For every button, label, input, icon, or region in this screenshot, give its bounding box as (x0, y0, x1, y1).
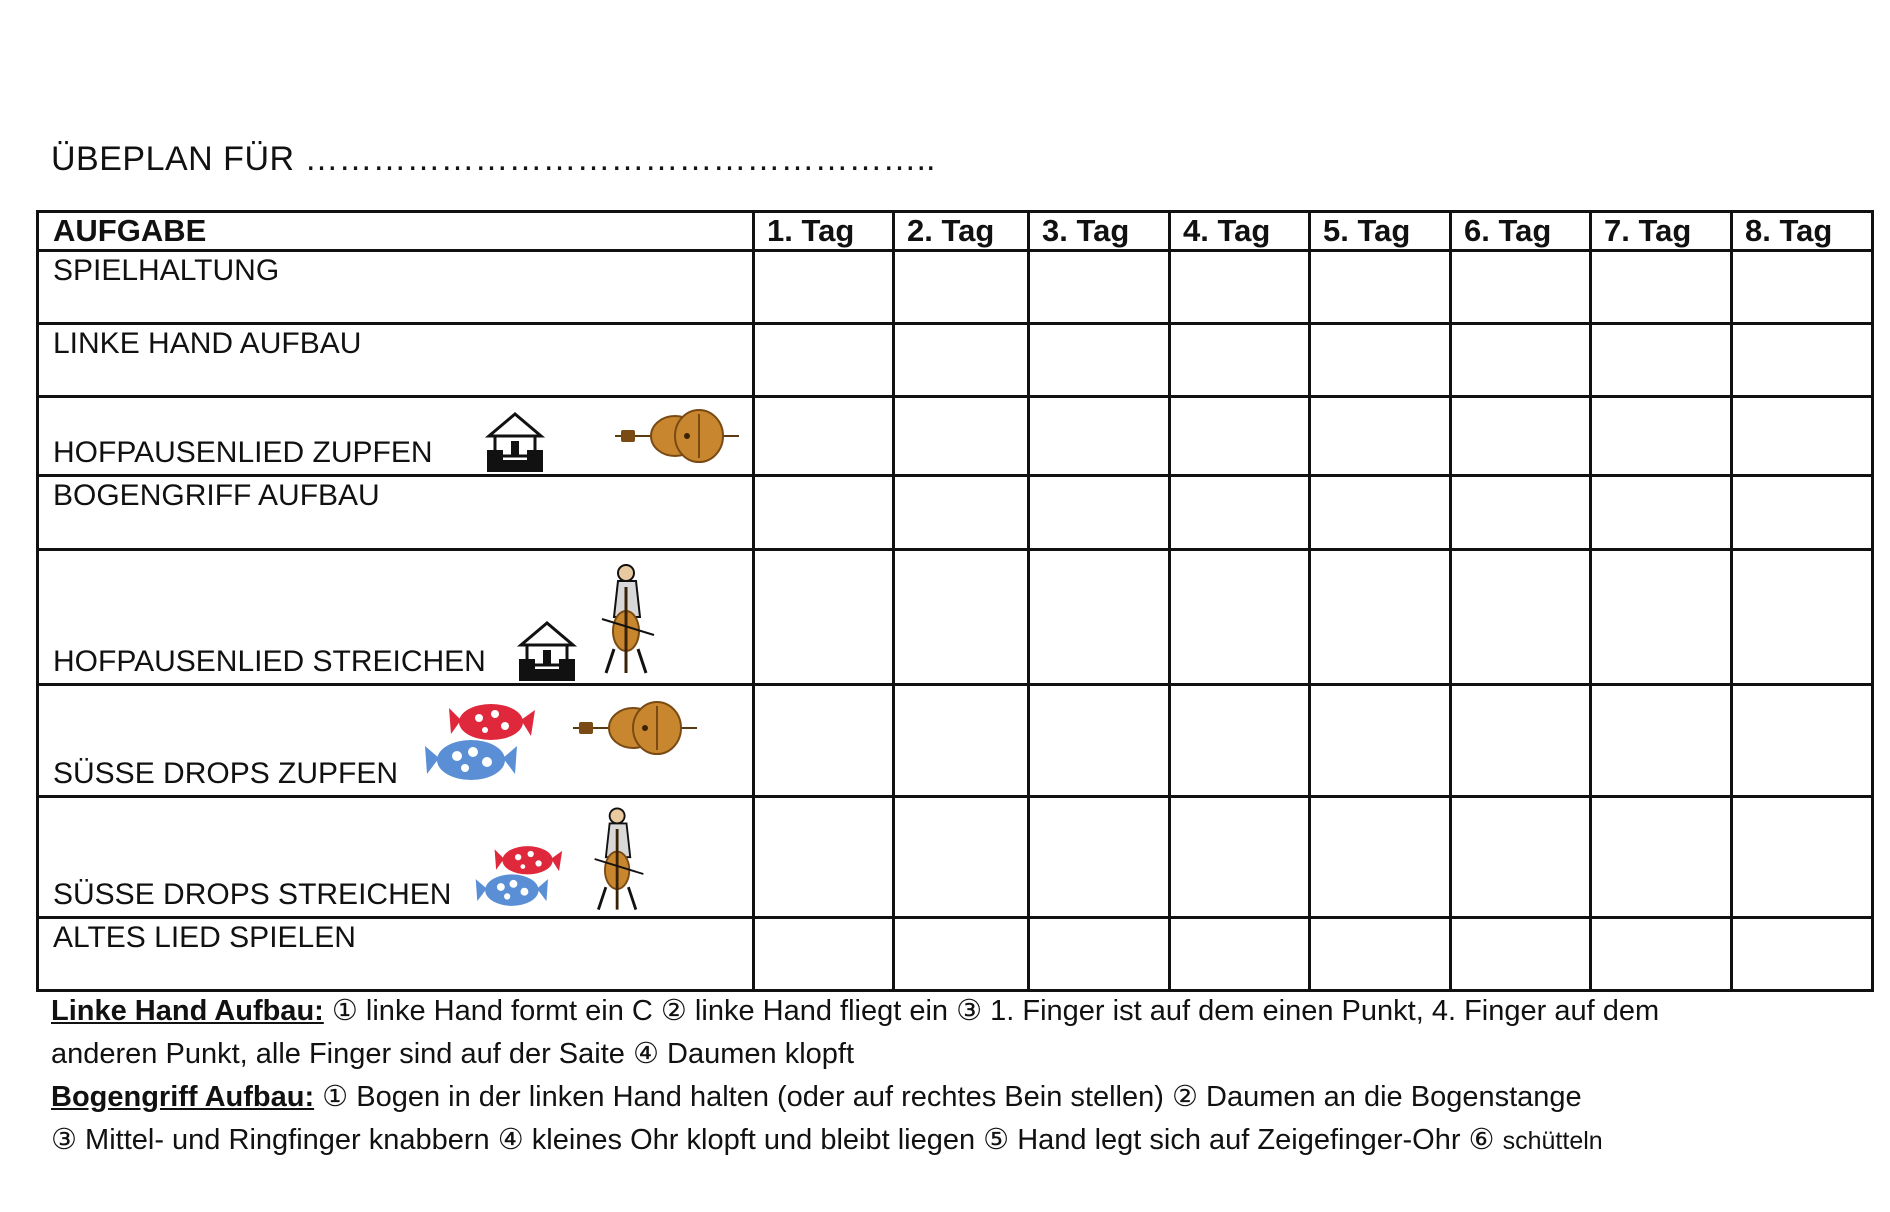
task-cell (38, 251, 754, 324)
day-check-cell[interactable] (1732, 397, 1873, 476)
day-check-cell[interactable] (754, 476, 894, 550)
day-check-cell[interactable] (754, 685, 894, 797)
day-check-cell[interactable] (1732, 251, 1873, 324)
day-check-cell[interactable] (894, 685, 1029, 797)
day-check-cell[interactable] (894, 324, 1029, 397)
task-label: SPIELHALTUNG (53, 254, 280, 287)
day-check-cell[interactable] (1591, 476, 1732, 550)
day-check-cell[interactable] (1451, 685, 1591, 797)
day-check-cell[interactable] (1029, 324, 1170, 397)
day-check-cell[interactable] (1170, 797, 1310, 918)
day-check-cell[interactable] (1451, 397, 1591, 476)
cellist-icon (589, 804, 649, 914)
table-row (38, 918, 1873, 991)
header-day-3: 3. Tag (1029, 212, 1170, 251)
header-day-7: 7. Tag (1591, 212, 1732, 251)
table-row (38, 797, 1873, 918)
day-check-cell[interactable] (1170, 685, 1310, 797)
task-label: BOGENGRIFF AUFBAU (53, 479, 380, 512)
task-label: HOFPAUSENLIED ZUPFEN (53, 436, 433, 469)
day-check-cell[interactable] (1310, 251, 1451, 324)
day-check-cell[interactable] (1170, 550, 1310, 685)
candy-icon (471, 836, 581, 916)
note-text: ① linke Hand formt ein C ② linke Hand fliegt ein ③ 1. Finger ist auf dem einen Punkt, 4. Finger auf dem (323, 995, 1660, 1027)
table-header-row (38, 212, 1873, 251)
day-check-cell[interactable] (1310, 476, 1451, 550)
table-row (38, 251, 1873, 324)
day-check-cell[interactable] (894, 550, 1029, 685)
task-label: SÜSSE DROPS ZUPFEN (53, 757, 399, 790)
note-linke-hand-line2: anderen Punkt, alle Finger sind auf der Saite ④ Daumen klopft (51, 1038, 855, 1070)
note-heading-bogengriff: Bogengriff Aufbau: (51, 1081, 315, 1113)
task-cell (38, 918, 754, 991)
note-heading-linke-hand: Linke Hand Aufbau: (51, 995, 324, 1027)
day-check-cell[interactable] (1310, 685, 1451, 797)
note-linke-hand-line1 (51, 990, 1871, 1033)
day-check-cell[interactable] (1451, 476, 1591, 550)
day-check-cell[interactable] (1170, 324, 1310, 397)
cellist-icon (596, 561, 660, 677)
day-check-cell[interactable] (754, 918, 894, 991)
header-day-5: 5. Tag (1310, 212, 1451, 251)
cello-icon (613, 404, 741, 468)
day-check-cell[interactable] (1029, 397, 1170, 476)
candy-icon (419, 692, 559, 792)
header-day-8: 8. Tag (1732, 212, 1873, 251)
day-check-cell[interactable] (1732, 685, 1873, 797)
day-check-cell[interactable] (1451, 918, 1591, 991)
day-check-cell[interactable] (894, 918, 1029, 991)
day-check-cell[interactable] (1591, 251, 1732, 324)
title-name-blank: ……………………………………………….. (304, 140, 936, 178)
day-check-cell[interactable] (754, 550, 894, 685)
task-cell (38, 476, 754, 550)
day-check-cell[interactable] (894, 797, 1029, 918)
instruction-notes (51, 990, 1871, 1163)
house-icon (483, 410, 547, 474)
note-text: ① Bogen in der linken Hand halten (oder auf rechtes Bein stellen) ② Daumen an die Bogenstange (314, 1081, 1582, 1113)
task-label: HOFPAUSENLIED STREICHEN (53, 645, 486, 678)
table-row (38, 324, 1873, 397)
day-check-cell[interactable] (754, 324, 894, 397)
task-cell (38, 324, 754, 397)
day-check-cell[interactable] (1029, 550, 1170, 685)
table-row (38, 397, 1873, 476)
task-label: SÜSSE DROPS STREICHEN (53, 878, 452, 911)
day-check-cell[interactable] (894, 397, 1029, 476)
day-check-cell[interactable] (1310, 324, 1451, 397)
day-check-cell[interactable] (1451, 251, 1591, 324)
task-cell (38, 685, 754, 797)
table-row (38, 550, 1873, 685)
page-title (51, 140, 935, 179)
note-bogengriff-line2 (51, 1119, 1871, 1163)
header-day-2: 2. Tag (894, 212, 1029, 251)
day-check-cell[interactable] (1732, 797, 1873, 918)
header-day-6: 6. Tag (1451, 212, 1591, 251)
day-check-cell[interactable] (1591, 918, 1732, 991)
day-check-cell[interactable] (894, 251, 1029, 324)
title-label: ÜBEPLAN FÜR (51, 140, 295, 178)
table-row (38, 476, 1873, 550)
table-row (38, 685, 1873, 797)
day-check-cell[interactable] (1591, 797, 1732, 918)
task-cell (38, 797, 754, 918)
day-check-cell[interactable] (1170, 251, 1310, 324)
cello-icon (571, 696, 699, 760)
house-icon (515, 619, 579, 683)
note-text: ③ Mittel- und Ringfinger knabbern ④ kleines Ohr klopft und bleibt liegen ⑤ Hand legt sich auf Zeigefinger-Ohr ⑥ (51, 1124, 1503, 1156)
day-check-cell[interactable] (1591, 324, 1732, 397)
day-check-cell[interactable] (1451, 324, 1591, 397)
day-check-cell[interactable] (1170, 397, 1310, 476)
day-check-cell[interactable] (1732, 476, 1873, 550)
header-task: AUFGABE (38, 212, 754, 251)
day-check-cell[interactable] (754, 251, 894, 324)
day-check-cell[interactable] (1029, 685, 1170, 797)
day-check-cell[interactable] (1029, 476, 1170, 550)
header-day-4: 4. Tag (1170, 212, 1310, 251)
day-check-cell[interactable] (1170, 918, 1310, 991)
day-check-cell[interactable] (754, 397, 894, 476)
day-check-cell[interactable] (1591, 397, 1732, 476)
day-check-cell[interactable] (1591, 550, 1732, 685)
day-check-cell[interactable] (1451, 797, 1591, 918)
day-check-cell[interactable] (1451, 550, 1591, 685)
task-label: ALTES LIED SPIELEN (53, 921, 356, 954)
day-check-cell[interactable] (1310, 397, 1451, 476)
day-check-cell[interactable] (1029, 251, 1170, 324)
header-day-1: 1. Tag (754, 212, 894, 251)
day-check-cell[interactable] (1310, 797, 1451, 918)
day-check-cell[interactable] (1310, 550, 1451, 685)
day-check-cell[interactable] (1170, 476, 1310, 550)
task-cell (38, 397, 754, 476)
note-bogengriff-line1 (51, 1076, 1871, 1119)
note-text-end: schütteln (1502, 1127, 1603, 1155)
task-label: LINKE HAND AUFBAU (53, 327, 362, 360)
day-check-cell[interactable] (1029, 918, 1170, 991)
day-check-cell[interactable] (894, 476, 1029, 550)
day-check-cell[interactable] (754, 797, 894, 918)
day-check-cell[interactable] (1732, 550, 1873, 685)
day-check-cell[interactable] (1732, 918, 1873, 991)
task-cell (38, 550, 754, 685)
day-check-cell[interactable] (1310, 918, 1451, 991)
day-check-cell[interactable] (1029, 797, 1170, 918)
practice-table (36, 210, 1874, 992)
day-check-cell[interactable] (1732, 324, 1873, 397)
day-check-cell[interactable] (1591, 685, 1732, 797)
